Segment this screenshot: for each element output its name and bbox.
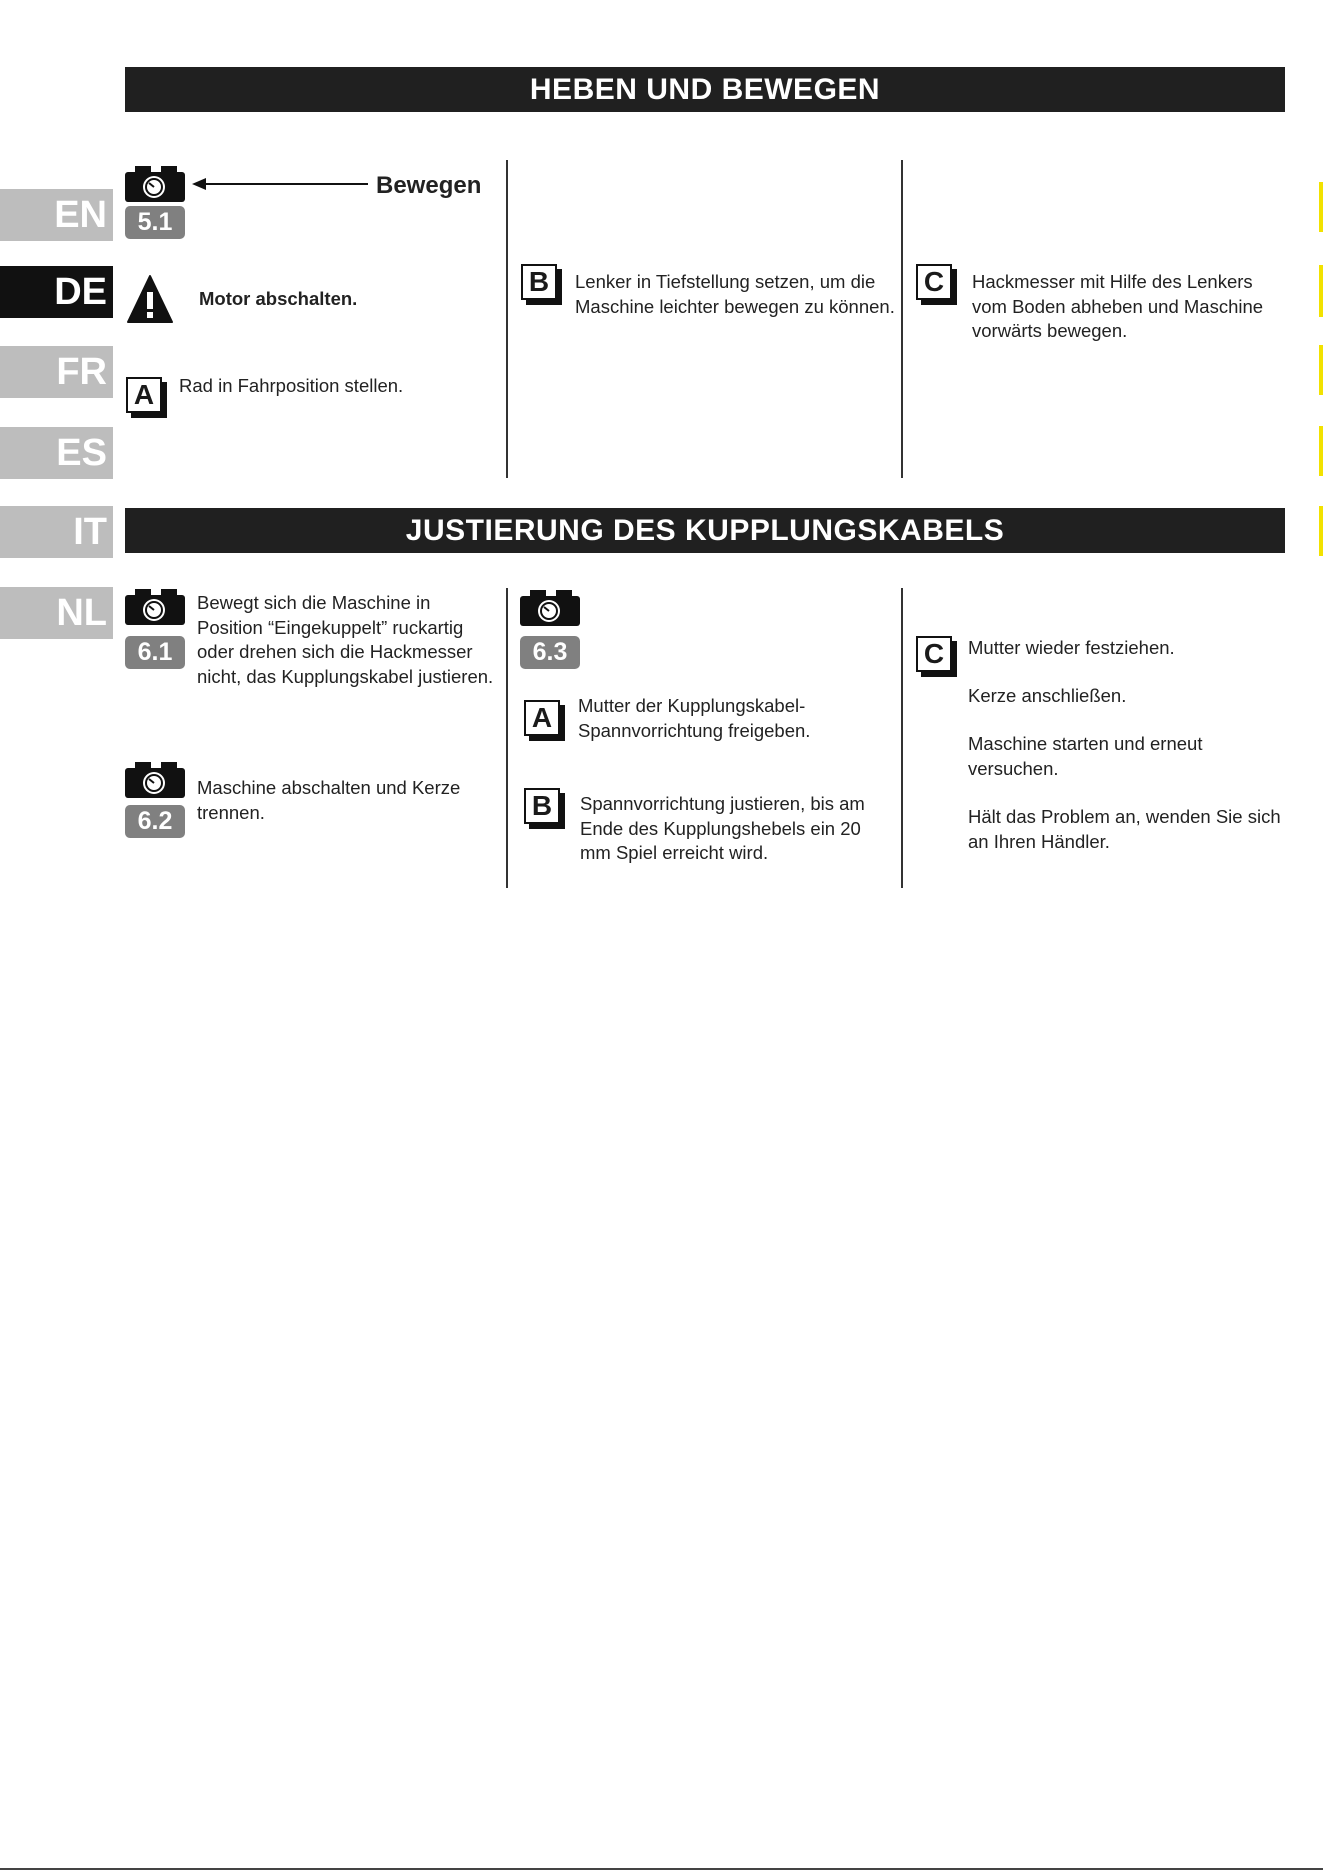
edge-mark: [1319, 345, 1323, 395]
photo1-text: Bewegt sich die Maschine in Position “Eingekuppelt” ruckartig oder drehen sich die Hackmesser nicht, das Kupplungskabel justieren.: [197, 592, 494, 687]
lang-tab-nl[interactable]: NL: [0, 587, 113, 639]
step-c-text-2: Kerze anschließen.: [968, 685, 1127, 706]
lang-tab-it[interactable]: IT: [0, 506, 113, 558]
step-c-text: Hackmesser mit Hilfe des Lenkers vom Boden abheben und Maschine vorwärts bewegen.: [972, 271, 1264, 341]
step-a-text: Mutter der Kupplungskabel-Spannvorrichtung freigeben.: [578, 695, 811, 741]
edge-mark: [1319, 265, 1323, 317]
step-letter-a: A: [126, 377, 162, 413]
column-divider: [506, 160, 508, 478]
camera-icon: [125, 589, 185, 625]
step-a-text: Rad in Fahrposition stellen.: [179, 375, 404, 396]
photo-ref-badge: 6.2: [125, 805, 185, 838]
section-title-justierung: JUSTIERUNG DES KUPPLUNGSKABELS: [125, 508, 1285, 553]
warning-text: Motor abschalten.: [199, 288, 358, 309]
step-letter-b: B: [521, 264, 557, 300]
edge-mark: [1319, 506, 1323, 556]
camera-icon: [125, 762, 185, 798]
edge-mark: [1319, 182, 1323, 232]
lang-tab-de[interactable]: DE: [0, 266, 113, 318]
lang-tab-es[interactable]: ES: [0, 427, 113, 479]
camera-icon: [520, 590, 580, 626]
lang-tab-fr[interactable]: FR: [0, 346, 113, 398]
step-c-text-4: Hält das Problem an, wenden Sie sich an Ihren Händler.: [968, 806, 1281, 852]
photo-ref-badge: 5.1: [125, 206, 185, 239]
column-divider: [901, 588, 903, 888]
arrow-label: Bewegen: [376, 172, 482, 199]
step-letter-b: B: [524, 788, 560, 824]
column-divider: [506, 588, 508, 888]
camera-icon: [125, 166, 185, 202]
step-letter-c: C: [916, 636, 952, 672]
step-b-text: Lenker in Tiefstellung setzen, um die Maschine leichter bewegen zu können.: [575, 271, 895, 317]
step-c-text-1: Mutter wieder festziehen.: [968, 637, 1175, 658]
photo2-text: Maschine abschalten und Kerze trennen.: [197, 777, 461, 823]
step-letter-a: A: [524, 700, 560, 736]
photo-ref-badge: 6.3: [520, 636, 580, 669]
warning-icon: [127, 274, 173, 324]
lang-tab-en[interactable]: EN: [0, 189, 113, 241]
edge-mark: [1319, 426, 1323, 476]
step-b-text: Spannvorrichtung justieren, bis am Ende des Kupplungshebels ein 20 mm Spiel erreicht wird.: [580, 793, 865, 863]
step-c-text-3: Maschine starten und erneut versuchen.: [968, 733, 1203, 779]
section-title-heben: HEBEN UND BEWEGEN: [125, 67, 1285, 112]
photo-ref-badge: 6.1: [125, 636, 185, 669]
column-divider: [901, 160, 903, 478]
step-letter-c: C: [916, 264, 952, 300]
arrow-left-icon: [192, 177, 368, 191]
bottom-rule: [0, 1868, 1323, 1870]
